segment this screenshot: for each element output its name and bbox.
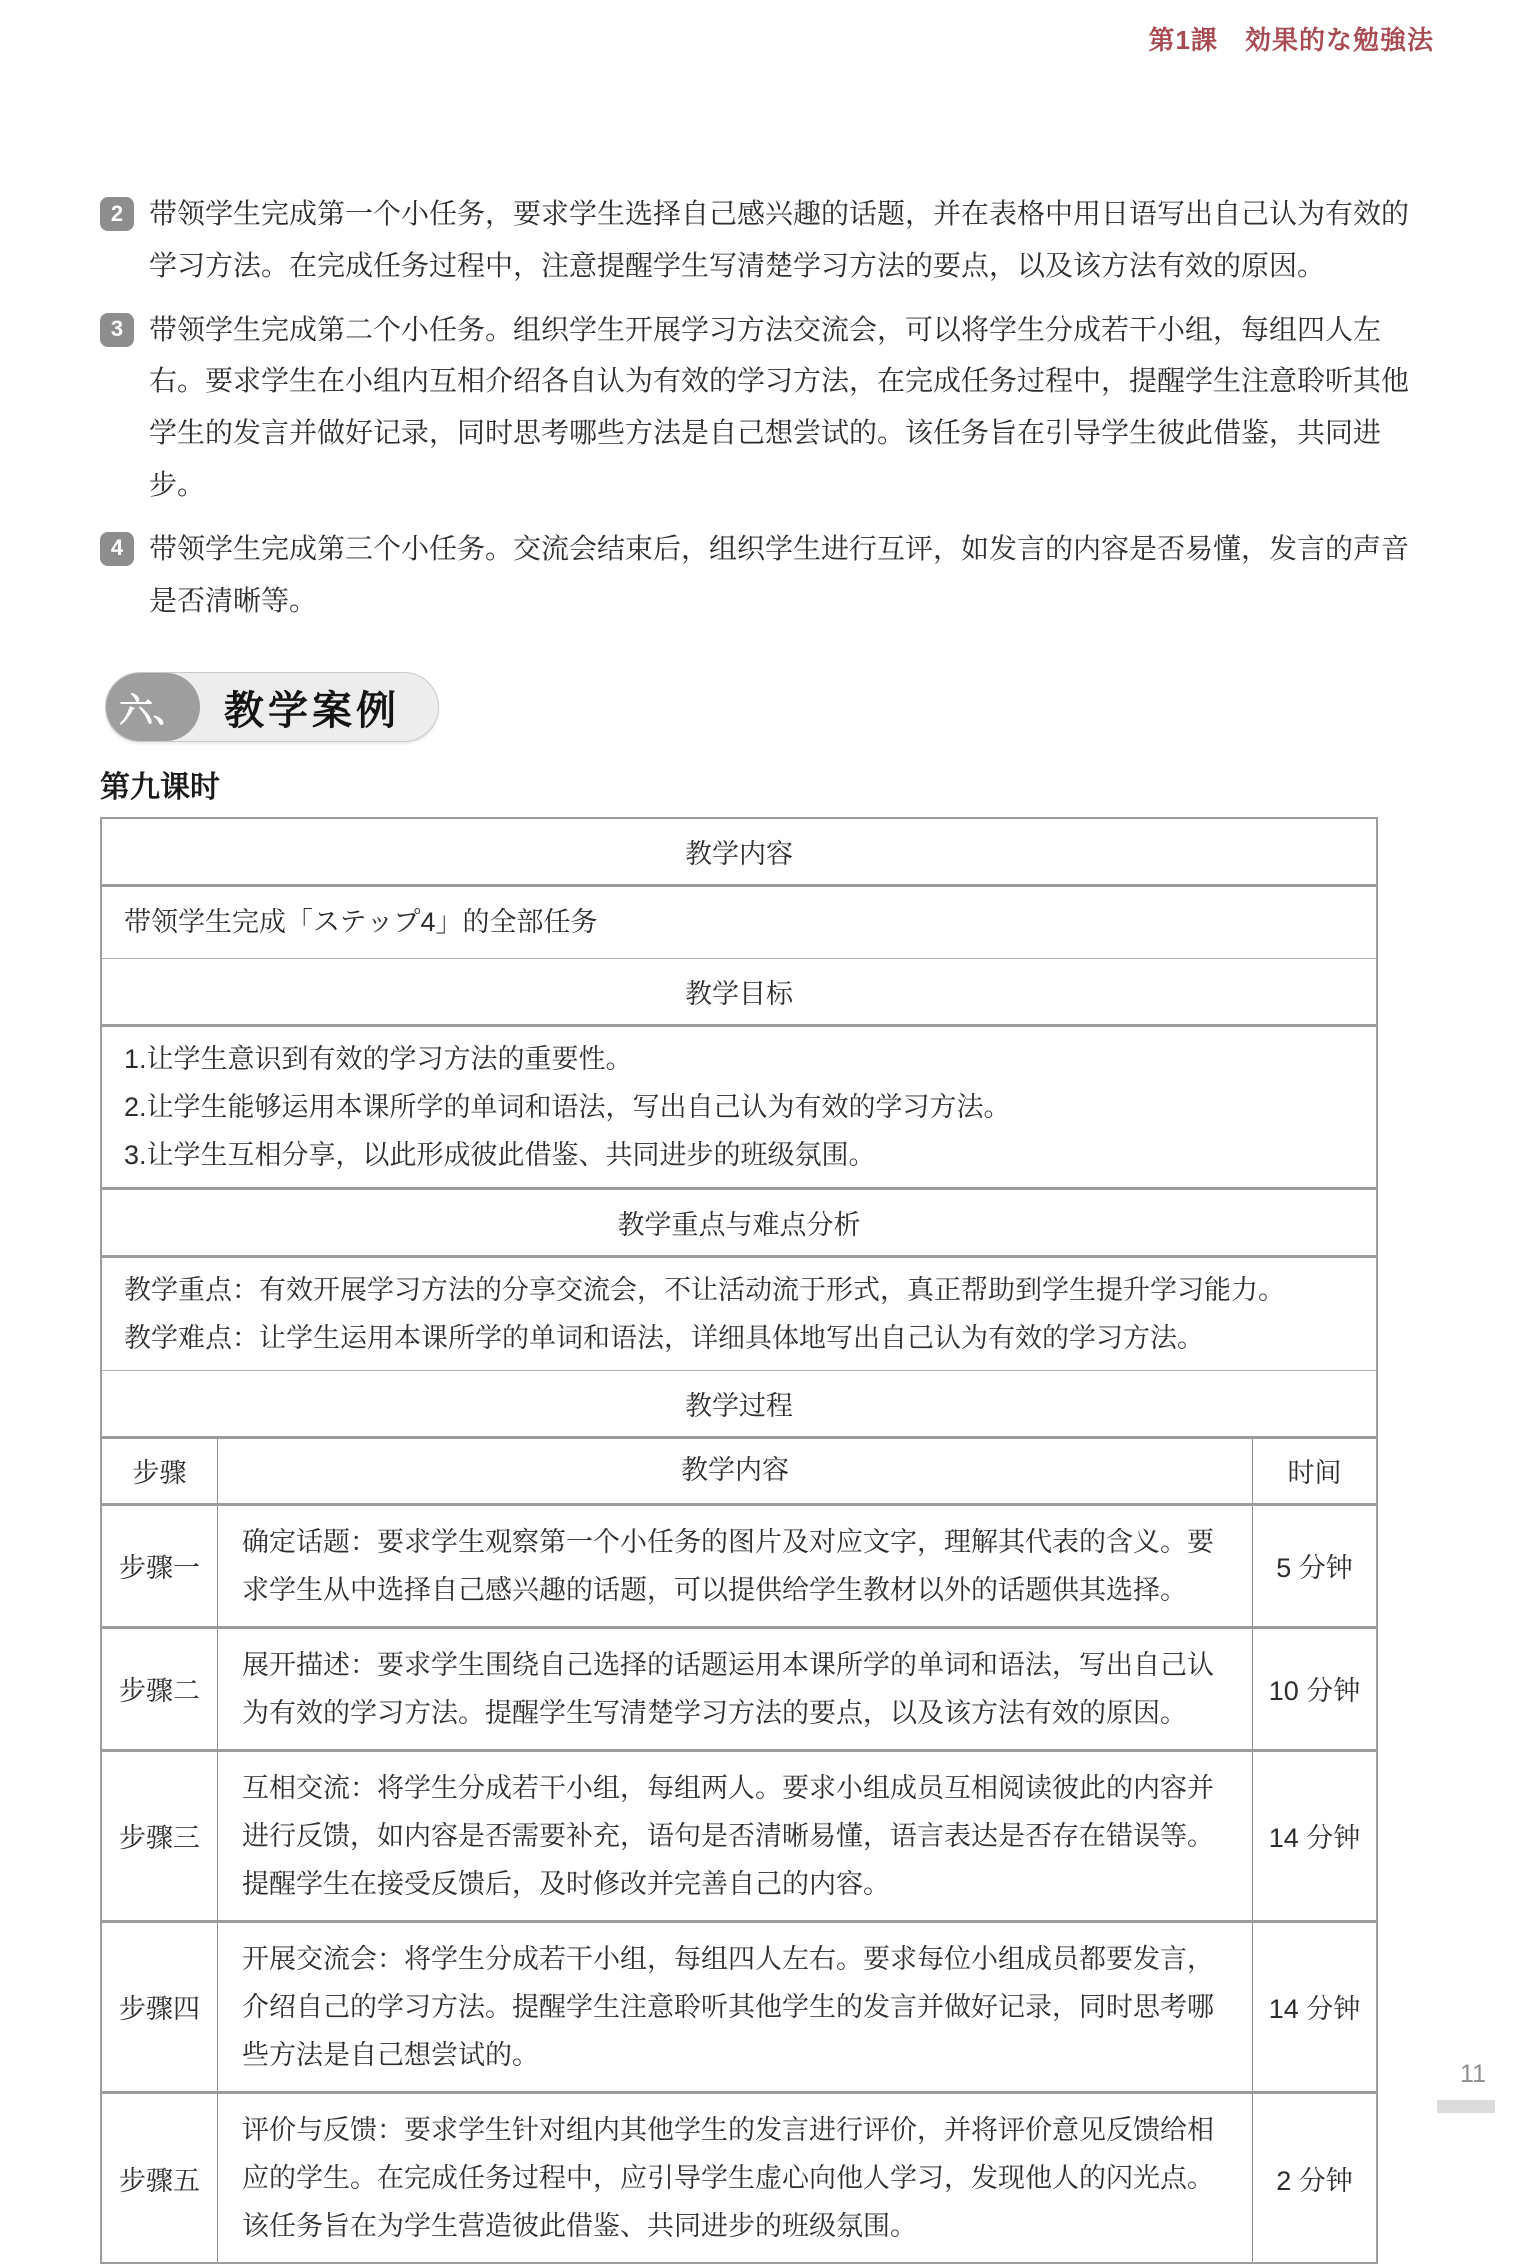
table-section-header-content: 教学内容 <box>102 819 1376 887</box>
goal-line: 3.让学生互相分享，以此形成彼此借鉴、共同进步的班级氛围。 <box>124 1140 876 1171</box>
item-text: 带领学生完成第一个小任务，要求学生选择自己感兴趣的话题，并在表格中用日语写出自己认为有效的学习方法。在完成任务过程中，注意提醒学生写清楚学习方法的要点，以及该方法有效的原因。 <box>149 198 1410 281</box>
step-content: 展开描述：要求学生围绕自己选择的话题运用本课所学的单词和语法，写出自己认为有效的学习方法。提醒学生写清楚学习方法的要点，以及该方法有效的原因。 <box>242 1649 1214 1728</box>
list-item <box>100 188 1434 292</box>
lesson-subtitle: 第九课时 <box>100 771 220 804</box>
step-content: 确定话题：要求学生观察第一个小任务的图片及对应文字，理解其代表的含义。要求学生从中选择自己感兴趣的话题，可以提供给学生教材以外的话题供其选择。 <box>242 1526 1214 1605</box>
item-number-badge: 4 <box>100 532 134 566</box>
process-columns-row <box>102 1439 1376 1505</box>
content-text-cell: 带领学生完成「ステップ4」的全部任务 <box>102 887 1376 959</box>
step-time: 14 分钟 <box>1252 1752 1376 1920</box>
intro-list <box>100 188 1434 638</box>
section-title: 教学案例 <box>224 688 400 733</box>
footer-decorative-bar <box>1437 2100 1495 2113</box>
focus-block <box>102 1258 1376 1371</box>
step-time: 2 分钟 <box>1252 2094 1376 2262</box>
list-item <box>100 523 1434 627</box>
item-number-badge: 3 <box>100 313 134 347</box>
goal-line: 2.让学生能够运用本课所学的单词和语法，写出自己认为有效的学习方法。 <box>124 1092 1011 1123</box>
table-section-header-focus: 教学重点与难点分析 <box>102 1190 1376 1258</box>
item-number-badge: 2 <box>100 197 134 231</box>
process-step-row <box>102 1629 1376 1752</box>
step-label: 步骤二 <box>102 1629 218 1749</box>
step-content: 互相交流：将学生分成若干小组，每组两人。要求小组成员互相阅读彼此的内容并进行反馈，如内容是否需要补充，语句是否清晰易懂，语言表达是否存在错误等。提醒学生在接受反馈后，及时修改并完善自己的内容。 <box>242 1772 1214 1899</box>
page-header-title: 第1課 効果的な勉強法 <box>1148 25 1434 55</box>
table-section-header-process: 教学过程 <box>102 1371 1376 1439</box>
lesson-plan-table <box>100 817 1378 2264</box>
column-header-content: 教学内容 <box>681 1455 789 1486</box>
step-content: 评价与反馈：要求学生针对组内其他学生的发言进行评价，并将评价意见反馈给相应的学生。在完成任务过程中，应引导学生虚心向他人学习，发现他人的闪光点。该任务旨在为学生营造彼此借鉴、共同进步的班级氛围。 <box>242 2114 1214 2242</box>
goals-block <box>102 1027 1376 1190</box>
process-step-row <box>102 1752 1376 1923</box>
page-number: 11 <box>1460 2060 1486 2088</box>
process-step-row <box>102 1506 1376 1629</box>
step-time: 5 分钟 <box>1252 1506 1376 1626</box>
step-time: 10 分钟 <box>1252 1629 1376 1749</box>
step-label: 步骤一 <box>102 1506 218 1626</box>
column-header-time: 时间 <box>1252 1439 1376 1502</box>
column-header-step: 步骤 <box>102 1439 218 1502</box>
item-text: 带领学生完成第二个小任务。组织学生开展学习方法交流会，可以将学生分成若干小组，每组四人左右。要求学生在小组内互相介绍各自认为有效的学习方法，在完成任务过程中，提醒学生注意聆听其他学生的发言并做好记录，同时思考哪些方法是自己想尝试的。该任务旨在引导学生彼此借鉴，共同进步。 <box>149 313 1410 500</box>
process-step-row <box>102 2094 1376 2262</box>
section-header-pill <box>105 672 439 742</box>
step-label: 步骤四 <box>102 1923 218 2091</box>
step-label: 步骤五 <box>102 2094 218 2262</box>
item-text: 带领学生完成第三个小任务。交流会结束后，组织学生进行互评，如发言的内容是否易懂，发言的声音是否清晰等。 <box>149 532 1410 616</box>
step-content: 开展交流会：将学生分成若干小组，每组四人左右。要求每位小组成员都要发言，介绍自己的学习方法。提醒学生注意聆听其他学生的发言并做好记录，同时思考哪些方法是自己想尝试的。 <box>242 1943 1214 2070</box>
goal-line: 1.让学生意识到有效的学习方法的重要性。 <box>124 1044 633 1075</box>
table-section-header-goals: 教学目标 <box>102 959 1376 1027</box>
process-step-row <box>102 1923 1376 2094</box>
focus-line: 教学重点：有效开展学习方法的分享交流会，不让活动流于形式，真正帮助到学生提升学习能力。 <box>124 1275 1285 1306</box>
list-item <box>100 304 1434 511</box>
step-label: 步骤三 <box>102 1752 218 1920</box>
step-time: 14 分钟 <box>1252 1923 1376 2091</box>
focus-line: 教学难点：让学生运用本课所学的单词和语法，详细具体地写出自己认为有效的学习方法。 <box>124 1323 1204 1354</box>
section-index-badge: 六、 <box>106 673 200 741</box>
